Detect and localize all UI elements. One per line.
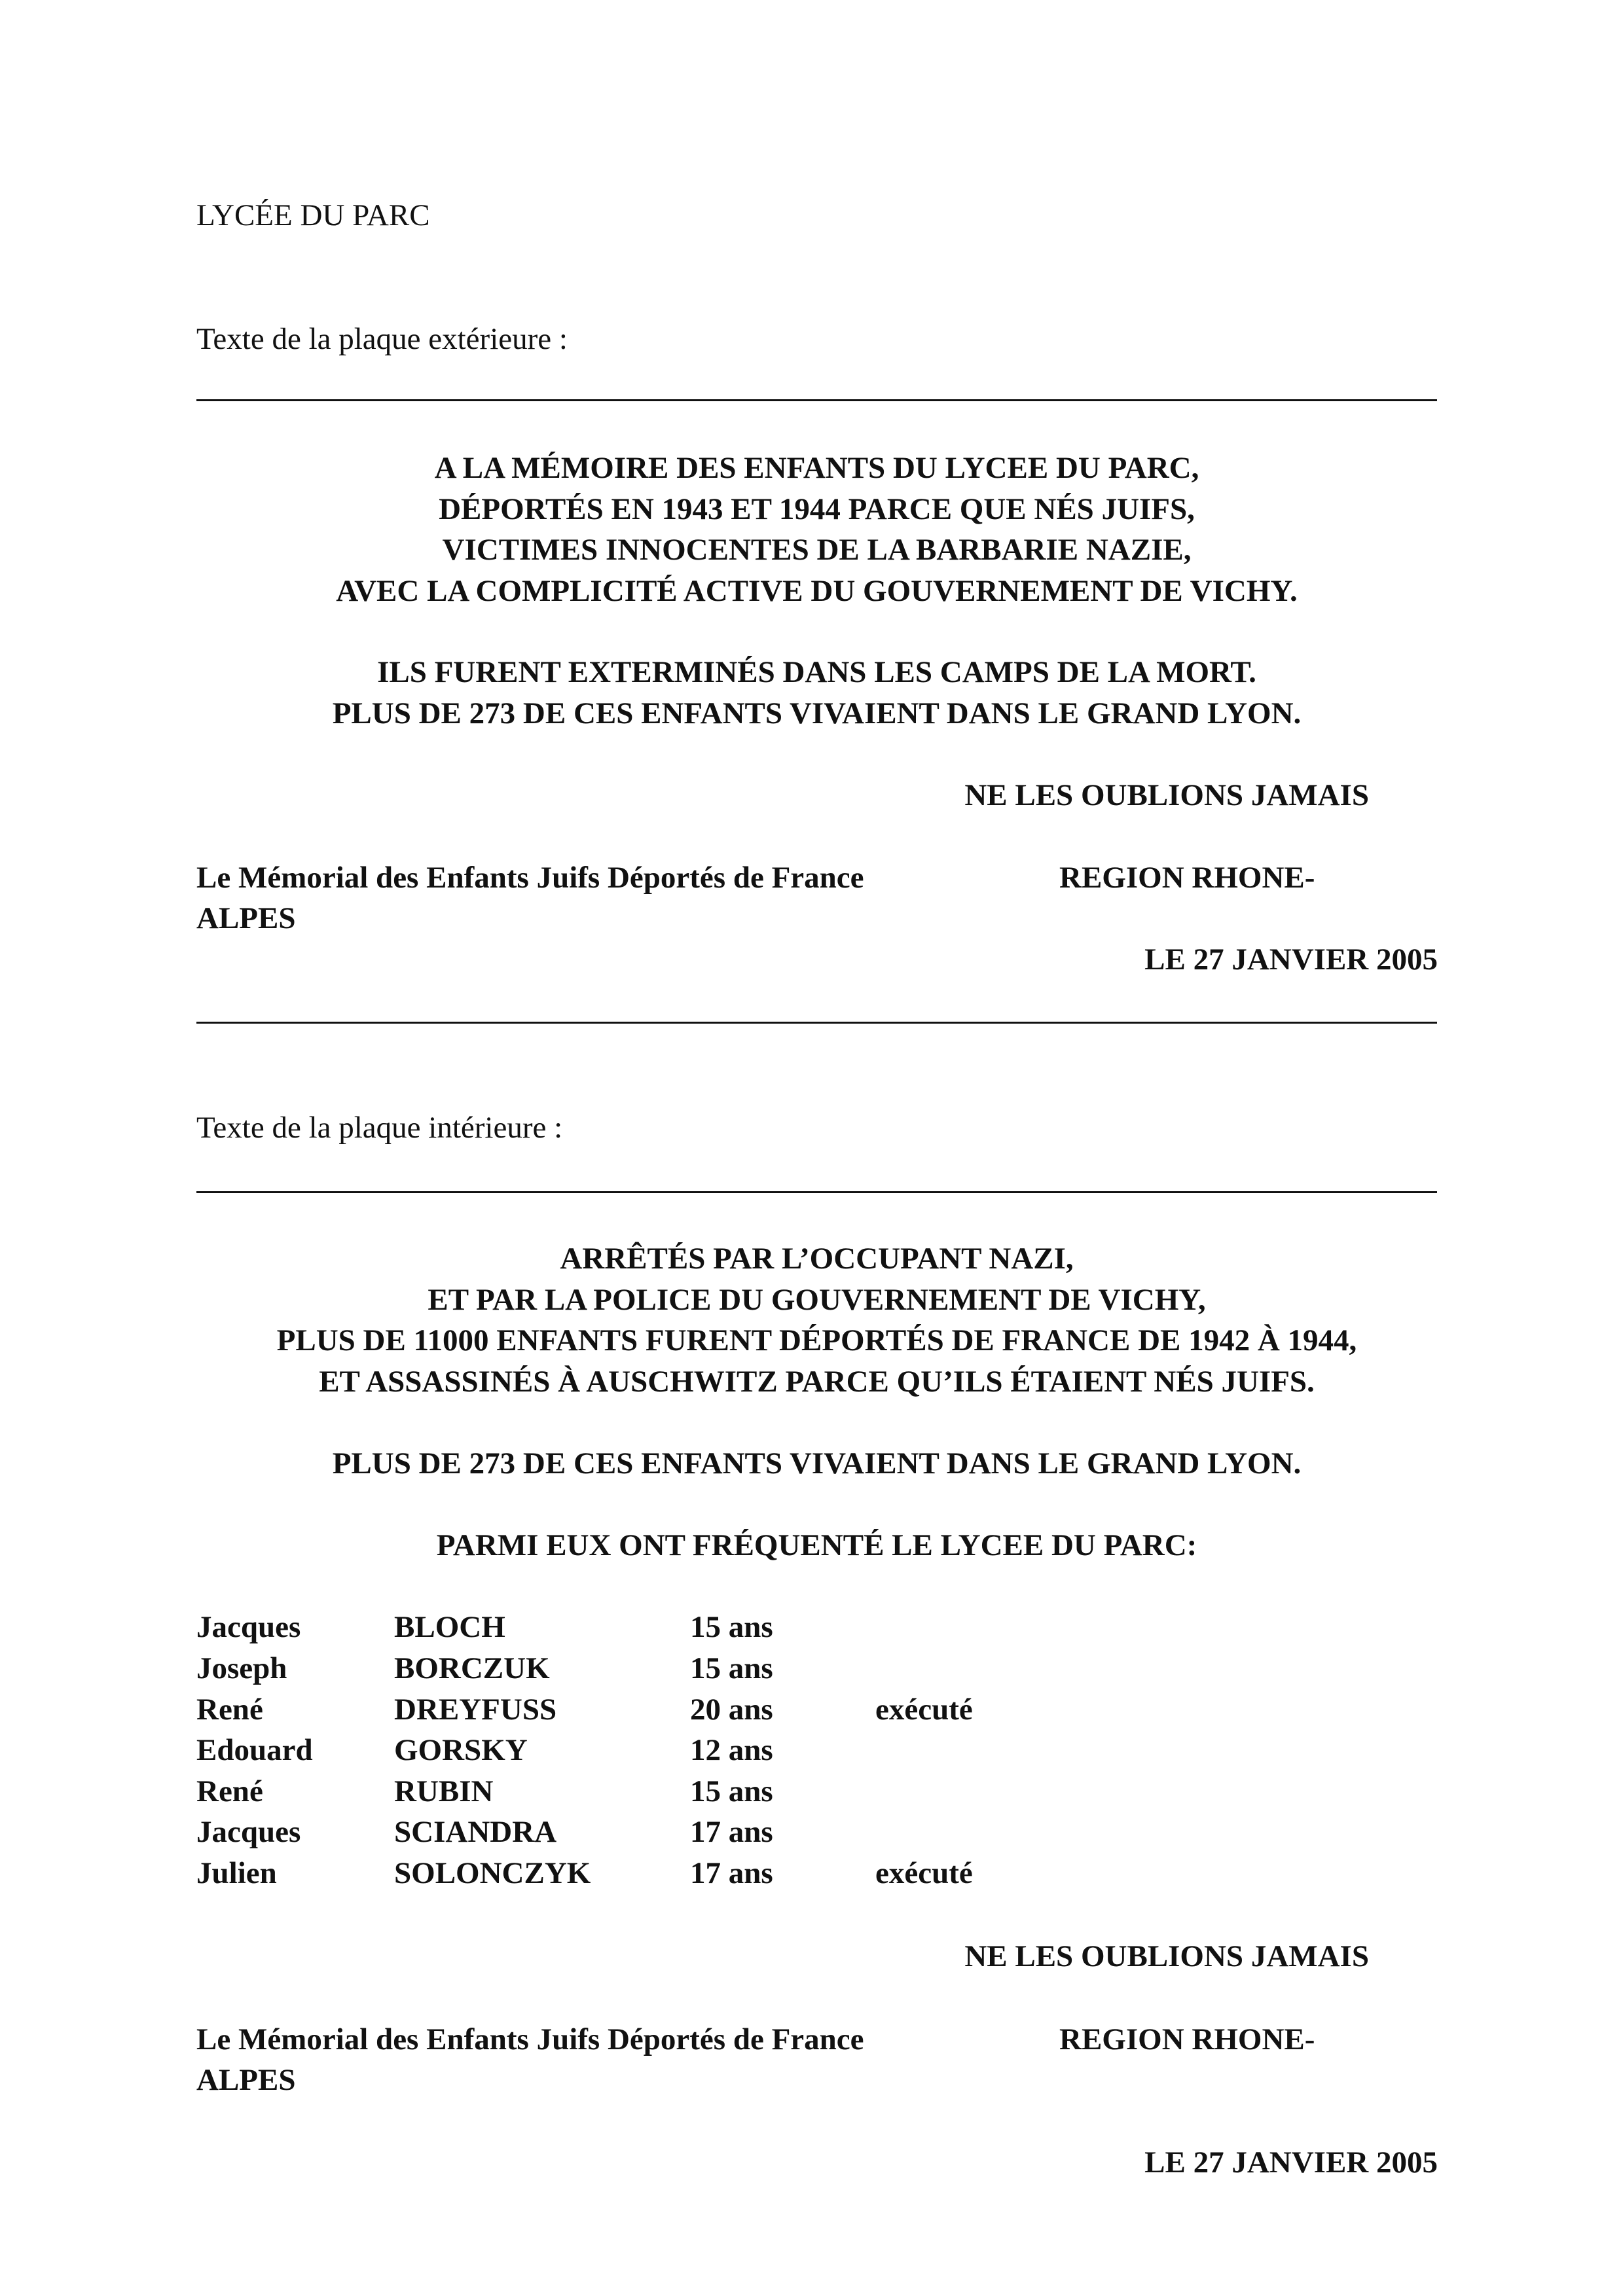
victim-age: 17 ans	[690, 1815, 773, 1849]
exterior-plaque-line: ILS FURENT EXTERMINÉS DANS LES CAMPS DE LA MORT.	[377, 655, 1256, 689]
divider	[196, 1022, 1437, 1024]
divider	[196, 1191, 1437, 1193]
divider	[196, 399, 1437, 401]
victim-last-name: SCIANDRA	[394, 1815, 557, 1849]
exterior-motto: NE LES OUBLIONS JAMAIS	[964, 778, 1369, 812]
interior-plaque-line: PLUS DE 273 DE CES ENFANTS VIVAIENT DANS LE GRAND LYON.	[332, 1446, 1302, 1480]
exterior-plaque-line: VICTIMES INNOCENTES DE LA BARBARIE NAZIE,	[442, 533, 1192, 567]
interior-plaque-line: ET ASSASSINÉS À AUSCHWITZ PARCE QU’ILS ÉTAIENT NÉS JUIFS.	[319, 1365, 1315, 1399]
victim-last-name: GORSKY	[394, 1733, 528, 1767]
exterior-region: REGION RHONE-	[1059, 861, 1315, 895]
exterior-plaque-line: DÉPORTÉS EN 1943 ET 1944 PARCE QUE NÉS JUIFS,	[439, 492, 1195, 526]
victim-first-name: Edouard	[196, 1733, 313, 1767]
exterior-plaque-line: PLUS DE 273 DE CES ENFANTS VIVAIENT DANS LE GRAND LYON.	[332, 696, 1302, 730]
interior-date: LE 27 JANVIER 2005	[1144, 2145, 1438, 2179]
victim-first-name: Jacques	[196, 1610, 301, 1644]
interior-plaque-line: ARRÊTÉS PAR L’OCCUPANT NAZI,	[560, 1242, 1074, 1276]
interior-motto: NE LES OUBLIONS JAMAIS	[964, 1939, 1369, 1973]
victim-first-name: René	[196, 1693, 263, 1727]
victim-first-name: Joseph	[196, 1651, 287, 1685]
victim-last-name: SOLONCZYK	[394, 1856, 591, 1890]
victim-age: 12 ans	[690, 1733, 773, 1767]
victim-age: 15 ans	[690, 1610, 773, 1644]
victim-last-name: BORCZUK	[394, 1651, 550, 1685]
page-title: LYCÉE DU PARC	[196, 198, 430, 232]
victim-first-name: Julien	[196, 1856, 277, 1890]
victim-first-name: Jacques	[196, 1815, 301, 1849]
interior-memorial-name: Le Mémorial des Enfants Juifs Déportés de France	[196, 2022, 864, 2056]
victim-age: 15 ans	[690, 1774, 773, 1808]
exterior-plaque-line: AVEC LA COMPLICITÉ ACTIVE DU GOUVERNEMENT DE VICHY.	[336, 574, 1298, 608]
victim-age: 17 ans	[690, 1856, 773, 1890]
exterior-plaque-line: A LA MÉMOIRE DES ENFANTS DU LYCEE DU PARC,	[434, 451, 1199, 485]
exterior-memorial-name: Le Mémorial des Enfants Juifs Déportés de France	[196, 861, 864, 895]
exterior-region-continued: ALPES	[196, 901, 296, 935]
victim-last-name: BLOCH	[394, 1610, 505, 1644]
interior-region: REGION RHONE-	[1059, 2022, 1315, 2056]
victim-last-name: RUBIN	[394, 1774, 494, 1808]
interior-region-continued: ALPES	[196, 2063, 296, 2097]
interior-plaque-line: PARMI EUX ONT FRÉQUENTÉ LE LYCEE DU PARC:	[436, 1528, 1197, 1562]
victim-first-name: René	[196, 1774, 263, 1808]
victim-note: exécuté	[875, 1693, 973, 1727]
interior-plaque-line: PLUS DE 11000 ENFANTS FURENT DÉPORTÉS DE FRANCE DE 1942 À 1944,	[276, 1323, 1357, 1357]
exterior-plaque-label: Texte de la plaque extérieure :	[196, 322, 568, 356]
victim-last-name: DREYFUSS	[394, 1693, 557, 1727]
victim-age: 20 ans	[690, 1693, 773, 1727]
exterior-date: LE 27 JANVIER 2005	[1144, 942, 1438, 977]
victim-note: exécuté	[875, 1856, 973, 1890]
interior-plaque-label: Texte de la plaque intérieure :	[196, 1111, 563, 1145]
interior-plaque-line: ET PAR LA POLICE DU GOUVERNEMENT DE VICHY,	[428, 1283, 1206, 1317]
victim-age: 15 ans	[690, 1651, 773, 1685]
